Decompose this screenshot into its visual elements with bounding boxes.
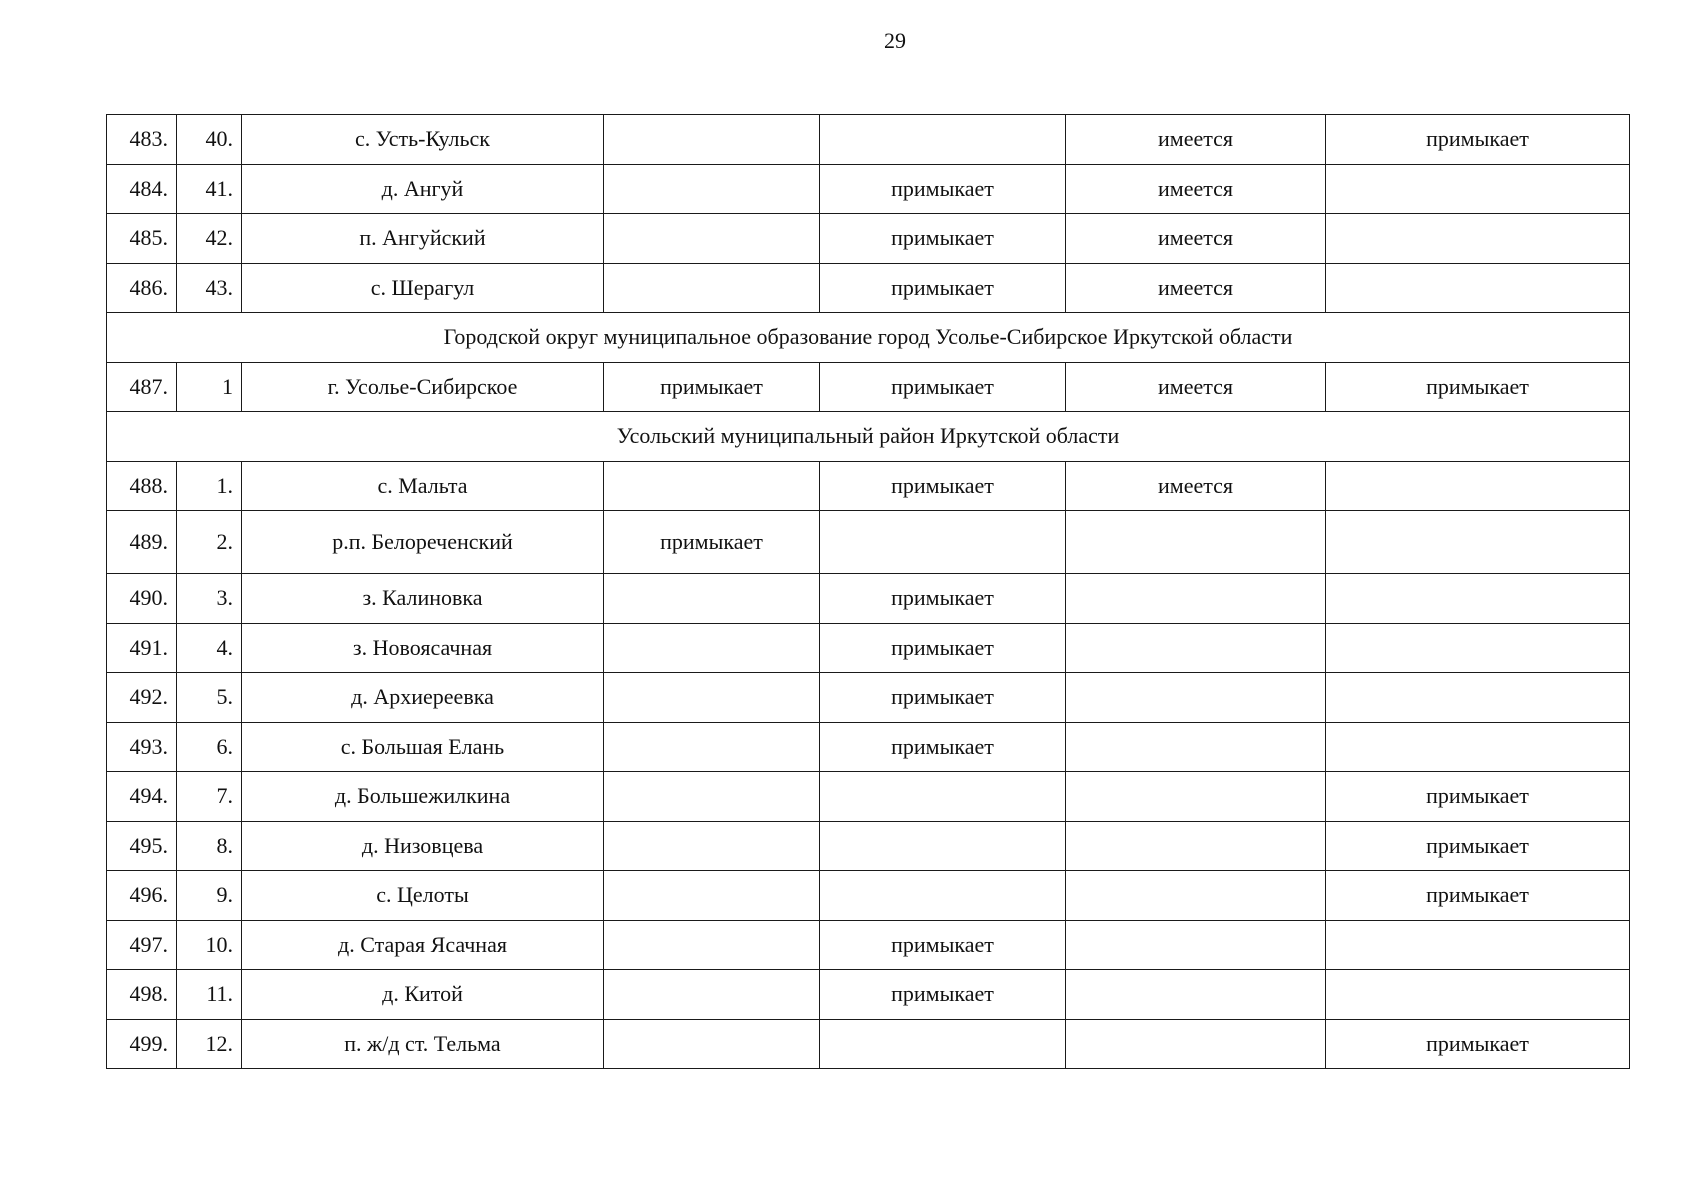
row-number-cell: 495. [107,821,177,871]
status-cell-2: примыкает [820,574,1066,624]
settlement-name-cell: д. Ангуй [242,164,604,214]
table-row [107,772,1630,822]
status-cell-4: примыкает [1326,115,1630,165]
status-cell-2: примыкает [820,461,1066,511]
status-cell-4 [1326,623,1630,673]
status-cell-2: примыкает [820,920,1066,970]
row-number-cell: 483. [107,115,177,165]
table-row [107,362,1630,412]
local-number-cell: 40. [177,115,242,165]
settlement-name-cell: р.п. Белореченский [242,511,604,574]
row-number-cell: 494. [107,772,177,822]
status-cell-1 [604,722,820,772]
row-number-cell: 492. [107,673,177,723]
table-row [107,214,1630,264]
status-cell-1 [604,164,820,214]
row-number-cell: 488. [107,461,177,511]
section-header-row [107,412,1630,462]
table-row [107,574,1630,624]
table-row [107,263,1630,313]
local-number-cell: 2. [177,511,242,574]
status-cell-2: примыкает [820,164,1066,214]
section-title: Городской округ муниципальное образование город Усолье-Сибирское Иркутской области [107,313,1630,363]
page-number: 29 [884,28,906,53]
status-cell-3 [1066,920,1326,970]
local-number-cell: 8. [177,821,242,871]
status-cell-4 [1326,722,1630,772]
status-cell-3: имеется [1066,164,1326,214]
status-cell-2: примыкает [820,623,1066,673]
row-number-cell: 486. [107,263,177,313]
row-number-cell: 497. [107,920,177,970]
status-cell-2: примыкает [820,362,1066,412]
table-body [107,115,1630,1069]
settlement-name-cell: г. Усолье-Сибирское [242,362,604,412]
settlement-name-cell: с. Мальта [242,461,604,511]
status-cell-1 [604,673,820,723]
status-cell-3 [1066,772,1326,822]
table-row [107,871,1630,921]
status-cell-1 [604,1019,820,1069]
row-number-cell: 491. [107,623,177,673]
local-number-cell: 10. [177,920,242,970]
status-cell-3: имеется [1066,263,1326,313]
row-number-cell: 496. [107,871,177,921]
row-number-cell: 485. [107,214,177,264]
row-number-cell: 487. [107,362,177,412]
status-cell-2 [820,1019,1066,1069]
settlement-name-cell: д. Китой [242,970,604,1020]
local-number-cell: 41. [177,164,242,214]
status-cell-3 [1066,623,1326,673]
status-cell-1 [604,461,820,511]
status-cell-3: имеется [1066,115,1326,165]
status-cell-2: примыкает [820,263,1066,313]
local-number-cell: 12. [177,1019,242,1069]
local-number-cell: 1. [177,461,242,511]
status-cell-3 [1066,673,1326,723]
settlement-name-cell: д. Большежилкина [242,772,604,822]
table-row [107,821,1630,871]
row-number-cell: 484. [107,164,177,214]
status-cell-3 [1066,722,1326,772]
status-cell-2: примыкает [820,970,1066,1020]
table-row [107,623,1630,673]
row-number-cell: 498. [107,970,177,1020]
status-cell-3 [1066,1019,1326,1069]
row-number-cell: 499. [107,1019,177,1069]
status-cell-4 [1326,920,1630,970]
status-cell-1 [604,821,820,871]
table-row [107,511,1630,574]
settlement-name-cell: с. Усть-Кульск [242,115,604,165]
table-row [107,920,1630,970]
table-row [107,461,1630,511]
status-cell-4: примыкает [1326,871,1630,921]
status-cell-3 [1066,574,1326,624]
status-cell-3 [1066,871,1326,921]
status-cell-3 [1066,511,1326,574]
row-number-cell: 490. [107,574,177,624]
local-number-cell: 4. [177,623,242,673]
row-number-cell: 489. [107,511,177,574]
status-cell-3: имеется [1066,461,1326,511]
status-cell-2 [820,871,1066,921]
status-cell-1 [604,574,820,624]
local-number-cell: 42. [177,214,242,264]
table-row [107,722,1630,772]
status-cell-1: примыкает [604,511,820,574]
status-cell-4: примыкает [1326,1019,1630,1069]
local-number-cell: 43. [177,263,242,313]
status-cell-2 [820,115,1066,165]
status-cell-1 [604,623,820,673]
status-cell-3: имеется [1066,362,1326,412]
status-cell-1 [604,115,820,165]
status-cell-2: примыкает [820,214,1066,264]
settlement-name-cell: д. Архиереевка [242,673,604,723]
status-cell-3 [1066,970,1326,1020]
settlements-table [106,114,1630,1069]
local-number-cell: 11. [177,970,242,1020]
table-row [107,673,1630,723]
status-cell-4 [1326,263,1630,313]
status-cell-1 [604,920,820,970]
status-cell-1 [604,970,820,1020]
local-number-cell: 1 [177,362,242,412]
settlement-name-cell: з. Калиновка [242,574,604,624]
settlement-name-cell: с. Большая Елань [242,722,604,772]
local-number-cell: 9. [177,871,242,921]
status-cell-1 [604,772,820,822]
status-cell-4: примыкает [1326,821,1630,871]
status-cell-4 [1326,574,1630,624]
status-cell-4: примыкает [1326,362,1630,412]
settlement-name-cell: с. Шерагул [242,263,604,313]
status-cell-1 [604,871,820,921]
status-cell-2 [820,511,1066,574]
status-cell-2 [820,772,1066,822]
section-title: Усольский муниципальный район Иркутской области [107,412,1630,462]
table-row [107,115,1630,165]
status-cell-4 [1326,673,1630,723]
table-row [107,970,1630,1020]
status-cell-4 [1326,214,1630,264]
status-cell-2: примыкает [820,673,1066,723]
status-cell-4: примыкает [1326,772,1630,822]
settlement-name-cell: п. Ангуйский [242,214,604,264]
section-header-row [107,313,1630,363]
status-cell-3: имеется [1066,214,1326,264]
settlement-name-cell: д. Низовцева [242,821,604,871]
status-cell-4 [1326,461,1630,511]
table-row [107,1019,1630,1069]
table-row [107,164,1630,214]
settlement-name-cell: д. Старая Ясачная [242,920,604,970]
status-cell-4 [1326,164,1630,214]
status-cell-4 [1326,511,1630,574]
local-number-cell: 3. [177,574,242,624]
status-cell-1: примыкает [604,362,820,412]
local-number-cell: 6. [177,722,242,772]
local-number-cell: 5. [177,673,242,723]
status-cell-3 [1066,821,1326,871]
status-cell-1 [604,263,820,313]
settlement-name-cell: с. Целоты [242,871,604,921]
status-cell-2: примыкает [820,722,1066,772]
status-cell-2 [820,821,1066,871]
settlement-name-cell: п. ж/д ст. Тельма [242,1019,604,1069]
status-cell-4 [1326,970,1630,1020]
local-number-cell: 7. [177,772,242,822]
row-number-cell: 493. [107,722,177,772]
settlement-name-cell: з. Новоясачная [242,623,604,673]
status-cell-1 [604,214,820,264]
